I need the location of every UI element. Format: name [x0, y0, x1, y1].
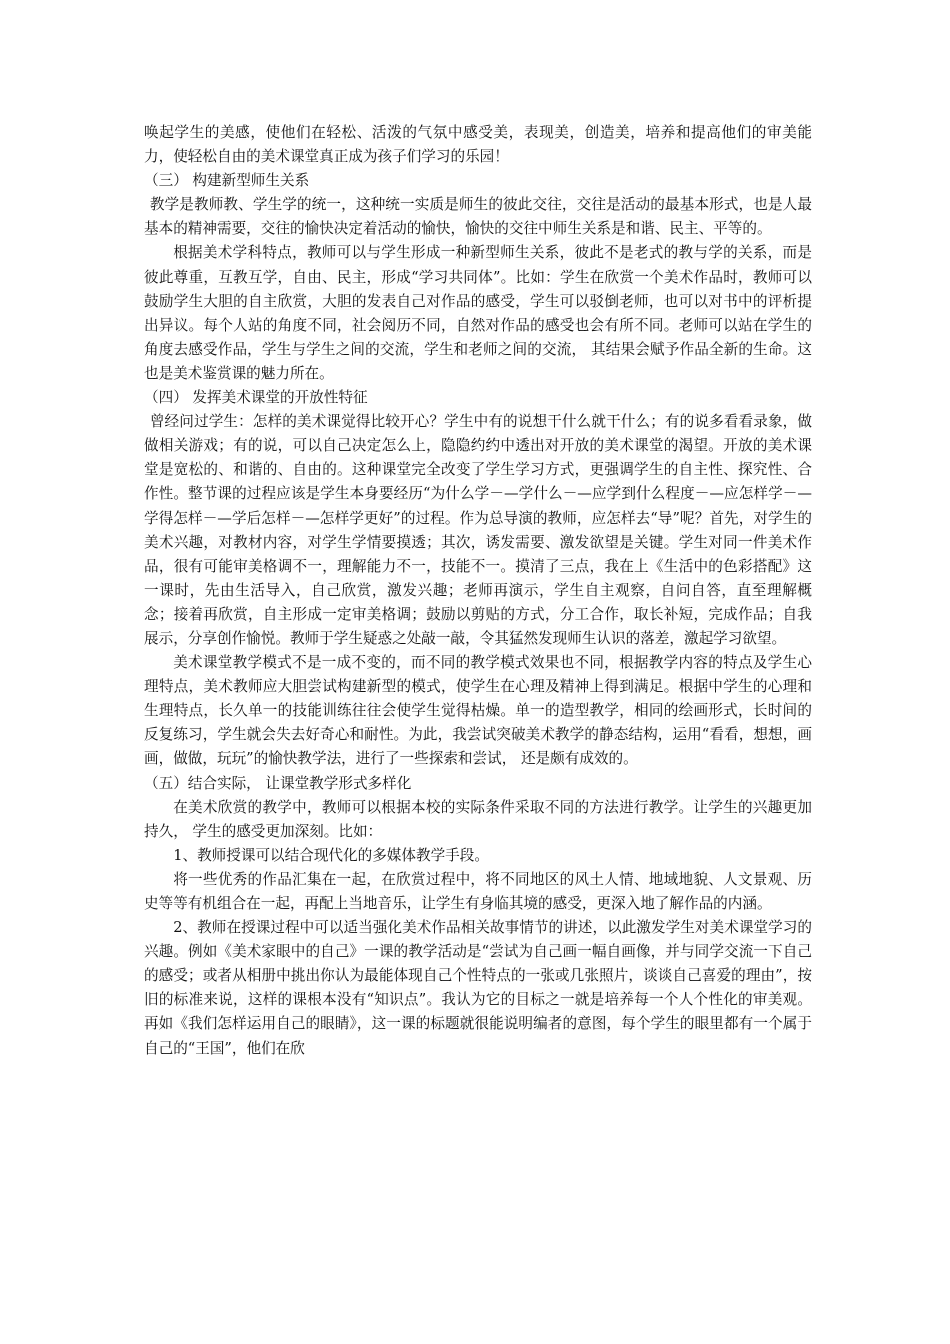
paragraph: 根据美术学科特点，教师可以与学生形成一种新型师生关系，彼此不是老式的教与学的关系，而是彼此尊重，互教互学，自由、民主，形成“学习共同体”。比如：学生在欣赏一个美术作品时，教师可以鼓励学生大胆的自主欣赏，大胆的发表自己对作品的感受，学生可以驳倒老师，也可以对书中的评析提出异议。每个人站的角度不同，社会阅历不同，自然对作品的感受也会有所不同。老师可以站在学生的角度去感受作品，学生与学生之间的交流，学生和老师之间的交流， 其结果会赋予作品全新的生命。这也是美术鉴赏课的魅力所在。 [144, 244, 812, 382]
section-heading-5: （五）结合实际， 让课堂教学形式多样化 [144, 774, 412, 792]
list-item: 2、教师在授课过程中可以适当强化美术作品相关故事情节的讲述，以此激发学生对美术课堂学习的兴趣。例如《美术家眼中的自己》一课的教学活动是“尝试为自己画一幅自画像，并与同学交流一下自己的感受；或者从相册中挑出你认为最能体现自己个性特点的一张或几张照片，谈谈自己喜爱的理由”，按旧的标准来说，这样的课根本没有“知识点”。我认为它的目标之一就是培养每一个人个性化的审美观。再如《我们怎样运用自己的眼睛》，这一课的标题就很能说明编者的意图，每个学生的眼里都有一个属于自己的“王国”，他们在欣 [144, 919, 812, 1057]
paragraph-continuation: 唤起学生的美感，使他们在轻松、活泼的气氛中感受美，表现美，创造美，培养和提高他们的审美能力，使轻松自由的美术课堂真正成为孩子们学习的乐园！ [144, 124, 812, 166]
paragraph: 美术课堂教学模式不是一成不变的，而不同的教学模式效果也不同，根据教学内容的特点及学生心理特点，美术教师应大胆尝试构建新型的模式，使学生在心理及精神上得到满足。根据中学生的心理和生理特点，长久单一的技能训练往往会使学生觉得枯燥。单一的造型教学，相同的绘画形式，长时间的反复练习，学生就会失去好奇心和耐性。为此，我尝试突破美术教学的静态结构，运用“看看，想想，画画，做做，玩玩”的愉快教学法，进行了一些探索和尝试， 还是颇有成效的。 [144, 654, 812, 768]
paragraph: 将一些优秀的作品汇集在一起，在欣赏过程中，将不同地区的风土人情、地域地貌、人文景观、历史等等有机组合在一起，再配上当地音乐，让学生有身临其境的感受，更深入地了解作品的内涵。 [144, 870, 812, 912]
paragraph: 曾经问过学生：怎样的美术课觉得比较开心？学生中有的说想干什么就干什么；有的说多看看录象，做做相关游戏；有的说，可以自己决定怎么上，隐隐约约中透出对开放的美术课堂的渴望。开放的美术课堂是宽松的、和谐的、自由的。这种课堂完全改变了学生学习方式，更强调学生的自主性、探究性、合作性。整节课的过程应该是学生本身要经历“为什么学－—学什么－—应学到什么程度－—应怎样学－—学得怎样－—学后怎样－—怎样学更好”的过程。作为总导演的教师，应怎样去“导”呢？首先，对学生的美术兴趣，对教材内容，对学生学情要摸透；其次，诱发需要、激发欲望是关键。学生对同一件美术作品，很有可能审美格调不一，理解能力不一，技能不一。摸清了三点，我在上《生活中的色彩搭配》这一课时，先由生活导入，自己欣赏，激发兴趣；老师再演示，学生自主观察，自问自答，直至理解概念；接着再欣赏，自主形成一定审美格调；鼓励以剪贴的方式，分工合作，取长补短，完成作品；自我展示，分享创作愉悦。教师于学生疑惑之处敲一敲，令其猛然发现师生认识的落差，激起学习欲望。 [144, 413, 812, 647]
list-item: 1、教师授课可以结合现代化的多媒体教学手段。 [173, 846, 489, 864]
paragraph: 教学是教师教、学生学的统一，这种统一实质是师生的彼此交往，交往是活动的最基本形式，也是人最基本的精神需要，交往的愉快决定着活动的愉快，愉快的交往中师生关系是和谐、民主、平等的。 [144, 196, 812, 238]
section-heading-4: （四） 发挥美术课堂的开放性特征 [144, 389, 368, 407]
section-heading-3: （三） 构建新型师生关系 [144, 172, 310, 190]
document-page [144, 121, 812, 1061]
paragraph: 在美术欣赏的教学中，教师可以根据本校的实际条件采取不同的方法进行教学。让学生的兴趣更加持久， 学生的感受更加深刻。比如： [144, 798, 812, 840]
